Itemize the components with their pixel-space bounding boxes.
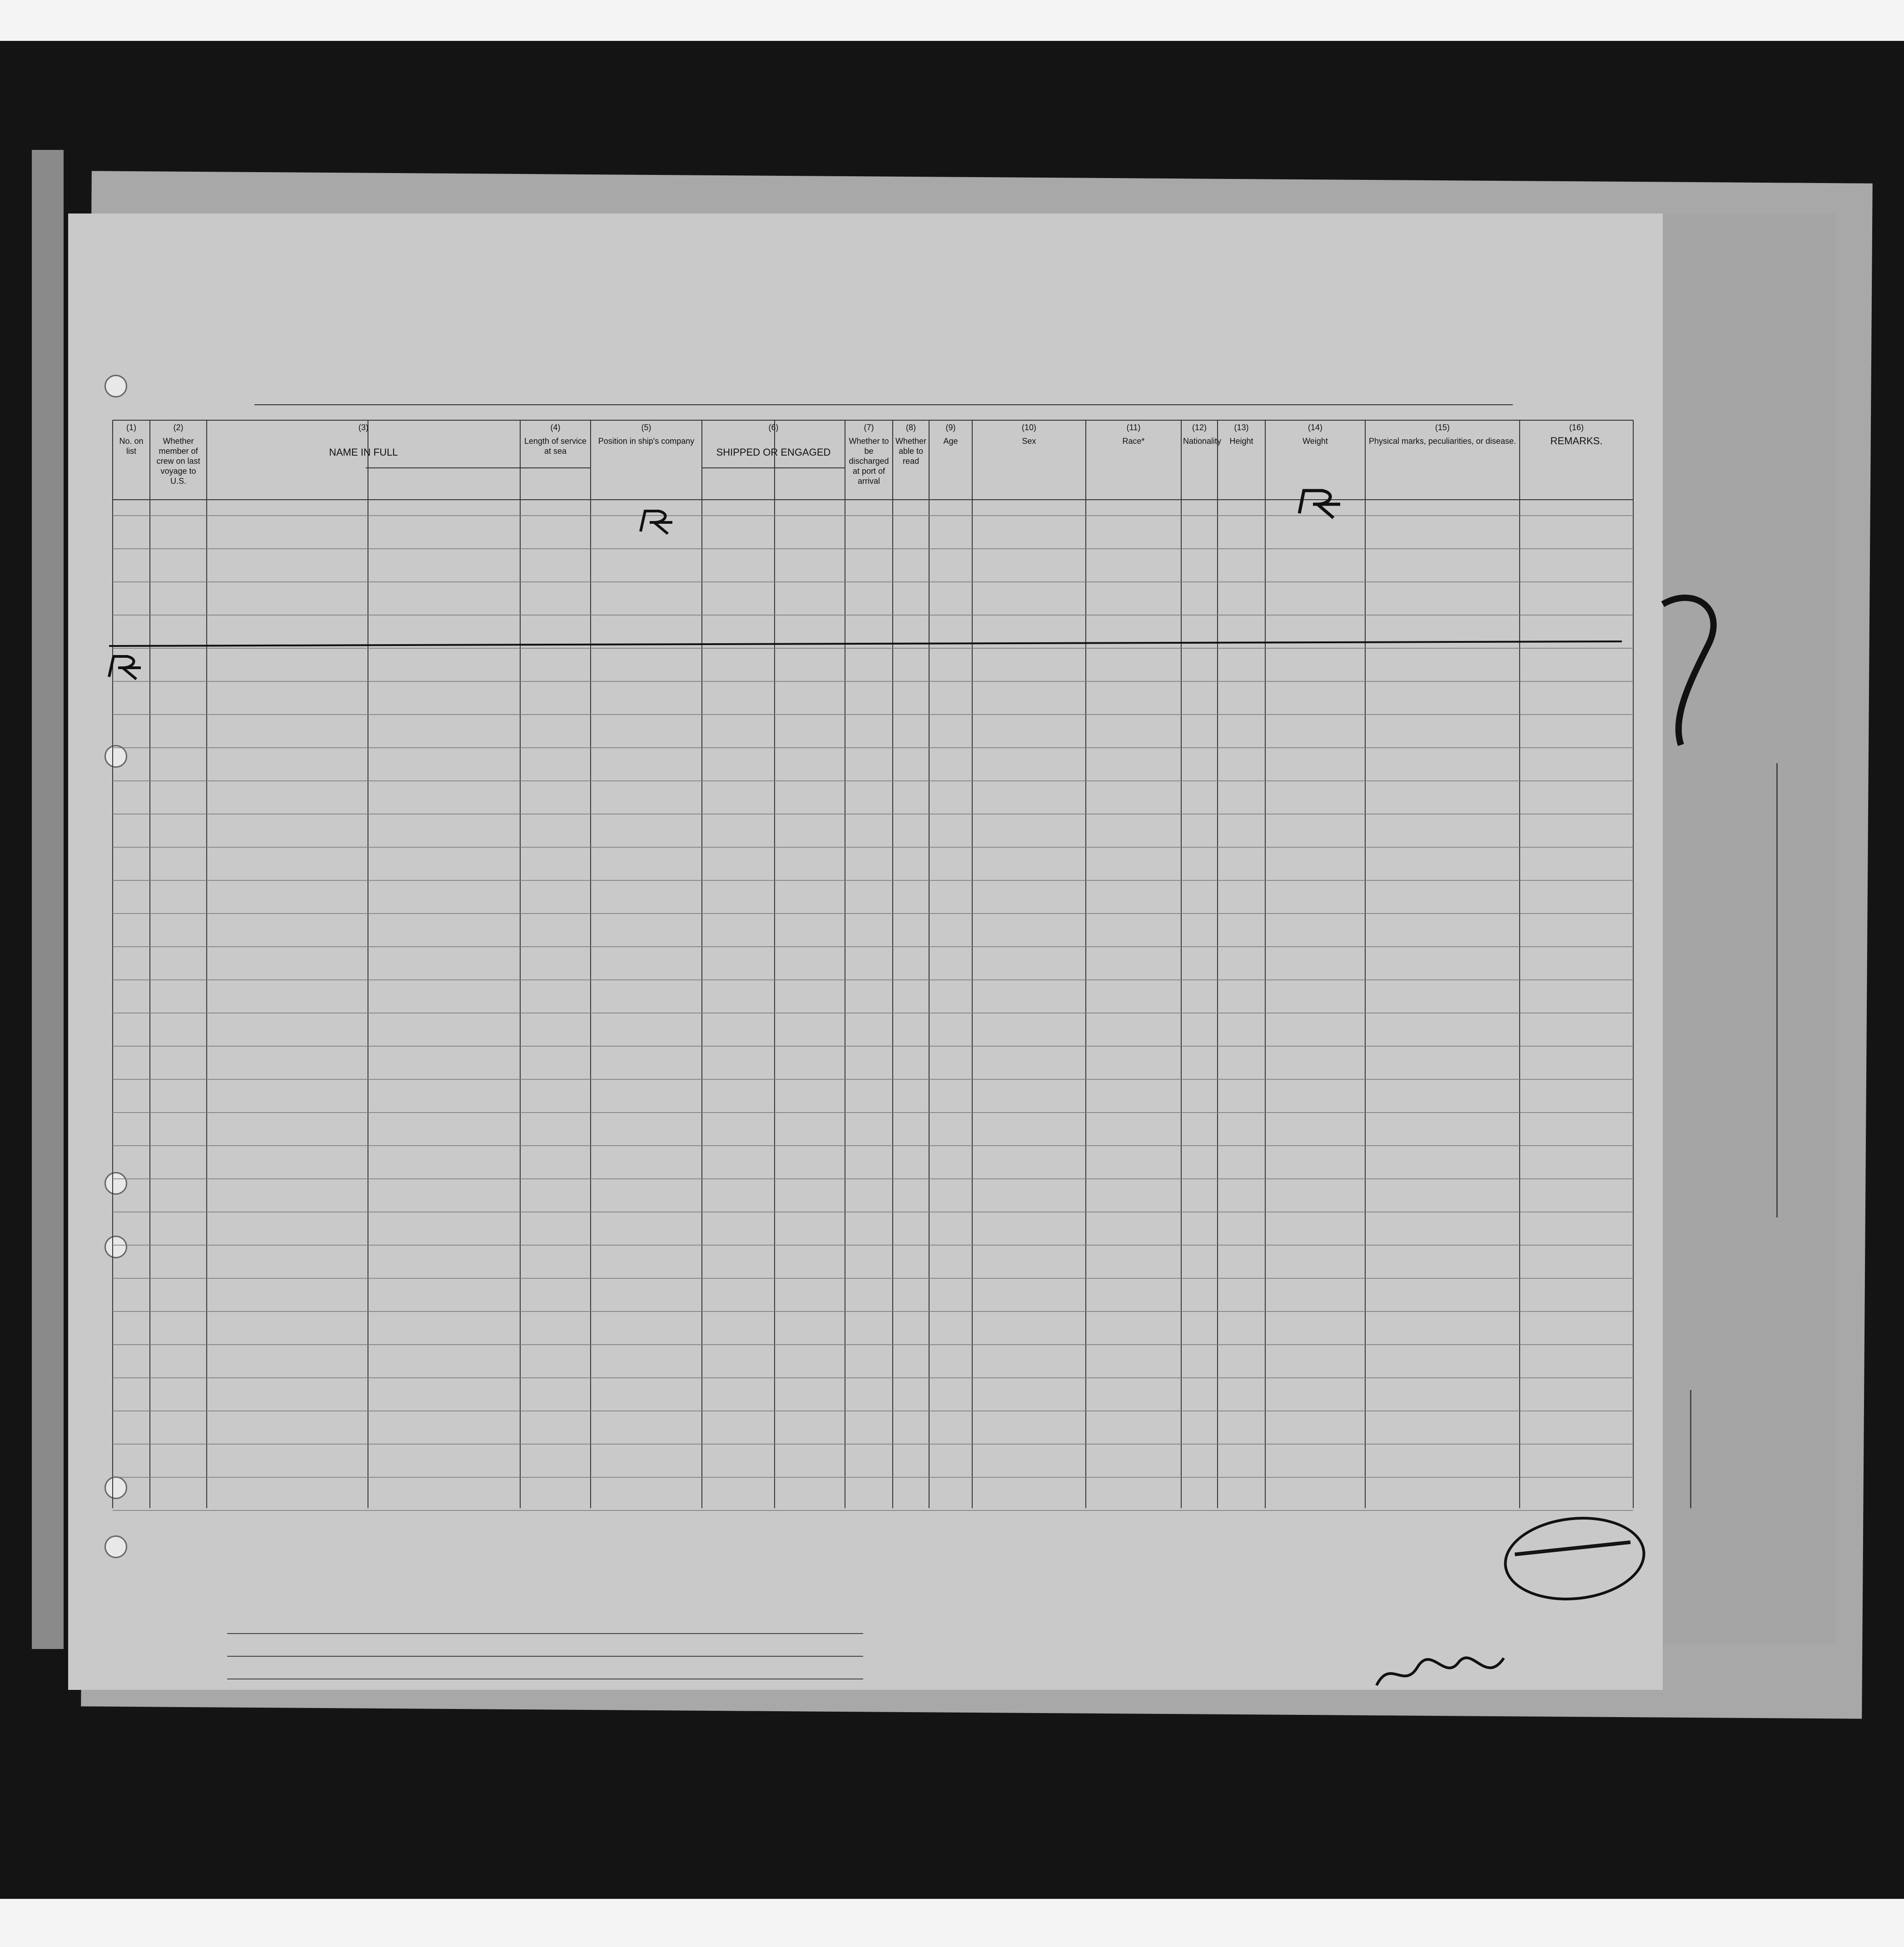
- column-header: Whether able to read: [895, 437, 927, 466]
- column-number: (11): [1126, 423, 1141, 432]
- column-number: (2): [173, 423, 184, 432]
- punch-hole: [104, 1535, 127, 1558]
- column-number: (7): [864, 423, 874, 432]
- column-header: Whether to be discharged at port of arrival: [849, 437, 889, 486]
- column-header: Length of service at sea: [524, 437, 587, 456]
- column-header: NAME IN FULL: [329, 447, 398, 458]
- column-header: REMARKS.: [1550, 435, 1603, 447]
- column-number: (10): [1021, 423, 1036, 432]
- pencil-mark: [1654, 591, 1745, 750]
- column-number: (3): [358, 423, 368, 432]
- column-number: (1): [126, 423, 136, 432]
- column-header: Position in ship's company: [598, 437, 695, 446]
- column-number: (8): [906, 423, 916, 432]
- manifest-sheet: [68, 214, 1663, 1690]
- column-number: (9): [945, 423, 956, 432]
- punch-hole: [104, 1476, 127, 1499]
- initial-mark: [1295, 486, 1349, 522]
- column-header: Age: [943, 437, 958, 446]
- master-signature: [1372, 1644, 1508, 1699]
- column-header: Race*: [1122, 437, 1145, 446]
- punch-hole: [104, 375, 127, 397]
- initial-mark: [104, 652, 145, 684]
- column-number: (13): [1234, 423, 1249, 432]
- stamp-date: [1515, 1540, 1631, 1556]
- sheet-number: [1486, 252, 1494, 278]
- column-number: (6): [768, 423, 779, 432]
- side-column: [1776, 763, 1823, 1217]
- side-total-column: [1690, 1390, 1750, 1508]
- column-number: (4): [550, 423, 561, 432]
- column-header: Sex: [1022, 437, 1036, 446]
- punch-hole: [104, 1172, 127, 1195]
- column-header: Physical marks, peculiarities, or disease.: [1368, 437, 1516, 446]
- punch-hole: [104, 1236, 127, 1258]
- column-header: Weight: [1302, 437, 1328, 446]
- column-header: Whether member of crew on last voyage to U.S.: [156, 437, 200, 486]
- initial-mark: [636, 507, 677, 538]
- column-number: (5): [641, 423, 651, 432]
- scan-border-top: [0, 0, 1904, 41]
- column-header: Height: [1229, 437, 1253, 446]
- binder-edge: [32, 150, 64, 1649]
- scan-border-bottom: [0, 1899, 1904, 1947]
- side-card: [1663, 214, 1835, 1644]
- footer-rule: [227, 1633, 863, 1634]
- column-header: SHIPPED OR ENGAGED: [716, 447, 831, 458]
- stamp-bottom: [1508, 1565, 1644, 1579]
- column-number: (15): [1435, 423, 1450, 432]
- vessel-line: [254, 382, 1513, 405]
- footer-rule: [227, 1656, 863, 1657]
- punch-hole: [104, 745, 127, 768]
- column-header: No. on list: [119, 437, 144, 456]
- column-number: (14): [1307, 423, 1322, 432]
- column-number: (16): [1569, 423, 1584, 432]
- column-number: (12): [1192, 423, 1207, 432]
- column-header: Nationality: [1183, 437, 1222, 446]
